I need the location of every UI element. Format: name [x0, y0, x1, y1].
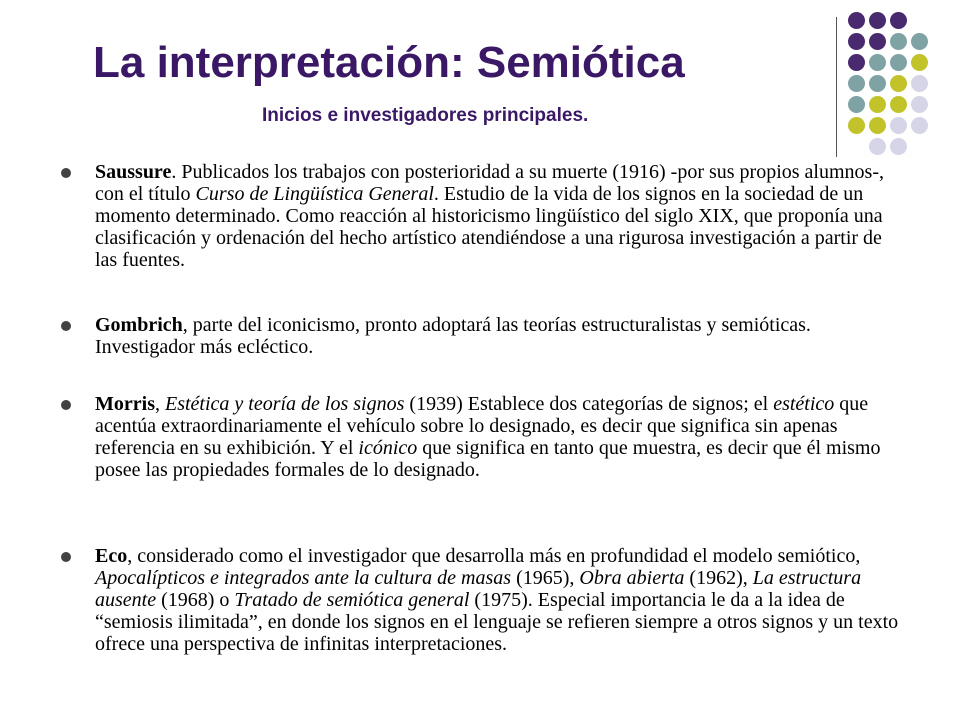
text-run: (1975). Especial importancia le da a la idea de “semiosis ilimitada”, en donde los signos en el lenguaje se refieren siempre a otros signos y un texto ofrece una perspectiva de infinitas interpretaciones.	[95, 589, 899, 655]
dot-teal-icon	[890, 33, 907, 50]
bullet-text	[95, 545, 907, 655]
text-run: (1965),	[511, 567, 580, 589]
dot-yellow-icon	[890, 75, 907, 92]
dot-purple-icon	[869, 33, 886, 50]
dot-lavender-icon	[911, 75, 928, 92]
dot-yellow-icon	[890, 96, 907, 113]
text-run: ,	[154, 393, 165, 415]
dot-purple-icon	[848, 54, 865, 71]
text-run: que significa en tanto que muestra, es decir que él mismo posee las propiedades formales de lo designado.	[95, 437, 881, 481]
author-name: Morris	[95, 393, 155, 415]
bullet-dot-icon	[61, 168, 71, 178]
bullet-item-saussure	[61, 161, 907, 271]
dot-purple-icon	[869, 12, 886, 29]
author-name: Eco	[95, 545, 128, 567]
work-title: Curso de Lingüística General	[195, 183, 434, 205]
dot-lavender-icon	[890, 117, 907, 134]
text-run: , parte del iconicismo, pronto adoptará las teorías estructuralistas y semióticas. Investigador más ecléctico.	[95, 314, 811, 358]
work-title: Obra abierta	[579, 567, 685, 589]
dot-lavender-icon	[869, 138, 886, 155]
work-title: Estética y teoría de los signos	[164, 393, 405, 415]
bullet-dot-icon	[61, 321, 71, 331]
dot-purple-icon	[848, 12, 865, 29]
bullet-item-eco	[61, 545, 907, 655]
dot-teal-icon	[911, 33, 928, 50]
dot-teal-icon	[869, 54, 886, 71]
text-run: . Estudio de la vida de los signos en la sociedad de un momento determinado. Como reacción al historicismo lingüístico del siglo XIX, que proponía una clasificación y ordenación del hecho artístico atendiéndose a una rigurosa investigación a partir de las fuentes.	[95, 183, 883, 271]
author-name: Saussure	[95, 161, 172, 183]
dot-lavender-icon	[890, 138, 907, 155]
dot-purple-icon	[890, 12, 907, 29]
author-name: Gombrich	[95, 314, 183, 336]
dot-yellow-icon	[848, 117, 865, 134]
work-title: estético	[773, 393, 835, 415]
work-title: icónico	[358, 437, 418, 459]
bullet-item-gombrich	[61, 314, 907, 358]
text-run: (1968) o	[156, 589, 235, 611]
dot-teal-icon	[848, 75, 865, 92]
dot-yellow-icon	[869, 117, 886, 134]
work-title: Tratado de semiótica general	[234, 589, 470, 611]
bullet-item-morris	[61, 393, 907, 481]
dot-teal-icon	[848, 96, 865, 113]
divider-line	[836, 17, 837, 157]
slide-subtitle: Inicios e investigadores principales.	[262, 105, 589, 126]
text-run: que acentúa extraordinariamente el vehículo sobre lo designado, es decir que significa sin apenas referencia en su exhibición. Y el	[95, 393, 869, 459]
text-run: (1939) Establece dos categorías de signos; el	[404, 393, 774, 415]
text-run: (1962),	[684, 567, 753, 589]
text-run: , considerado como el investigador que desarrolla más en profundidad el modelo semiótico,	[127, 545, 861, 567]
bullet-dot-icon	[61, 400, 71, 410]
bullet-dot-icon	[61, 552, 71, 562]
dot-lavender-icon	[911, 117, 928, 134]
dot-yellow-icon	[869, 96, 886, 113]
dot-yellow-icon	[911, 54, 928, 71]
work-title: Apocalípticos e integrados ante la cultura de masas	[95, 567, 512, 589]
bullet-text	[95, 393, 907, 481]
dot-purple-icon	[848, 33, 865, 50]
bullet-text	[95, 161, 907, 271]
work-title: La estructura ausente	[95, 567, 862, 611]
dot-teal-icon	[890, 54, 907, 71]
dot-teal-icon	[869, 75, 886, 92]
decorative-dot-grid	[848, 12, 954, 158]
bullet-text	[95, 314, 907, 358]
dot-lavender-icon	[911, 96, 928, 113]
slide-title: La interpretación: Semiótica	[93, 38, 685, 87]
text-run: . Publicados los trabajos con posterioridad a su muerte (1916) -por sus propios alumnos-, con el título	[95, 161, 884, 205]
